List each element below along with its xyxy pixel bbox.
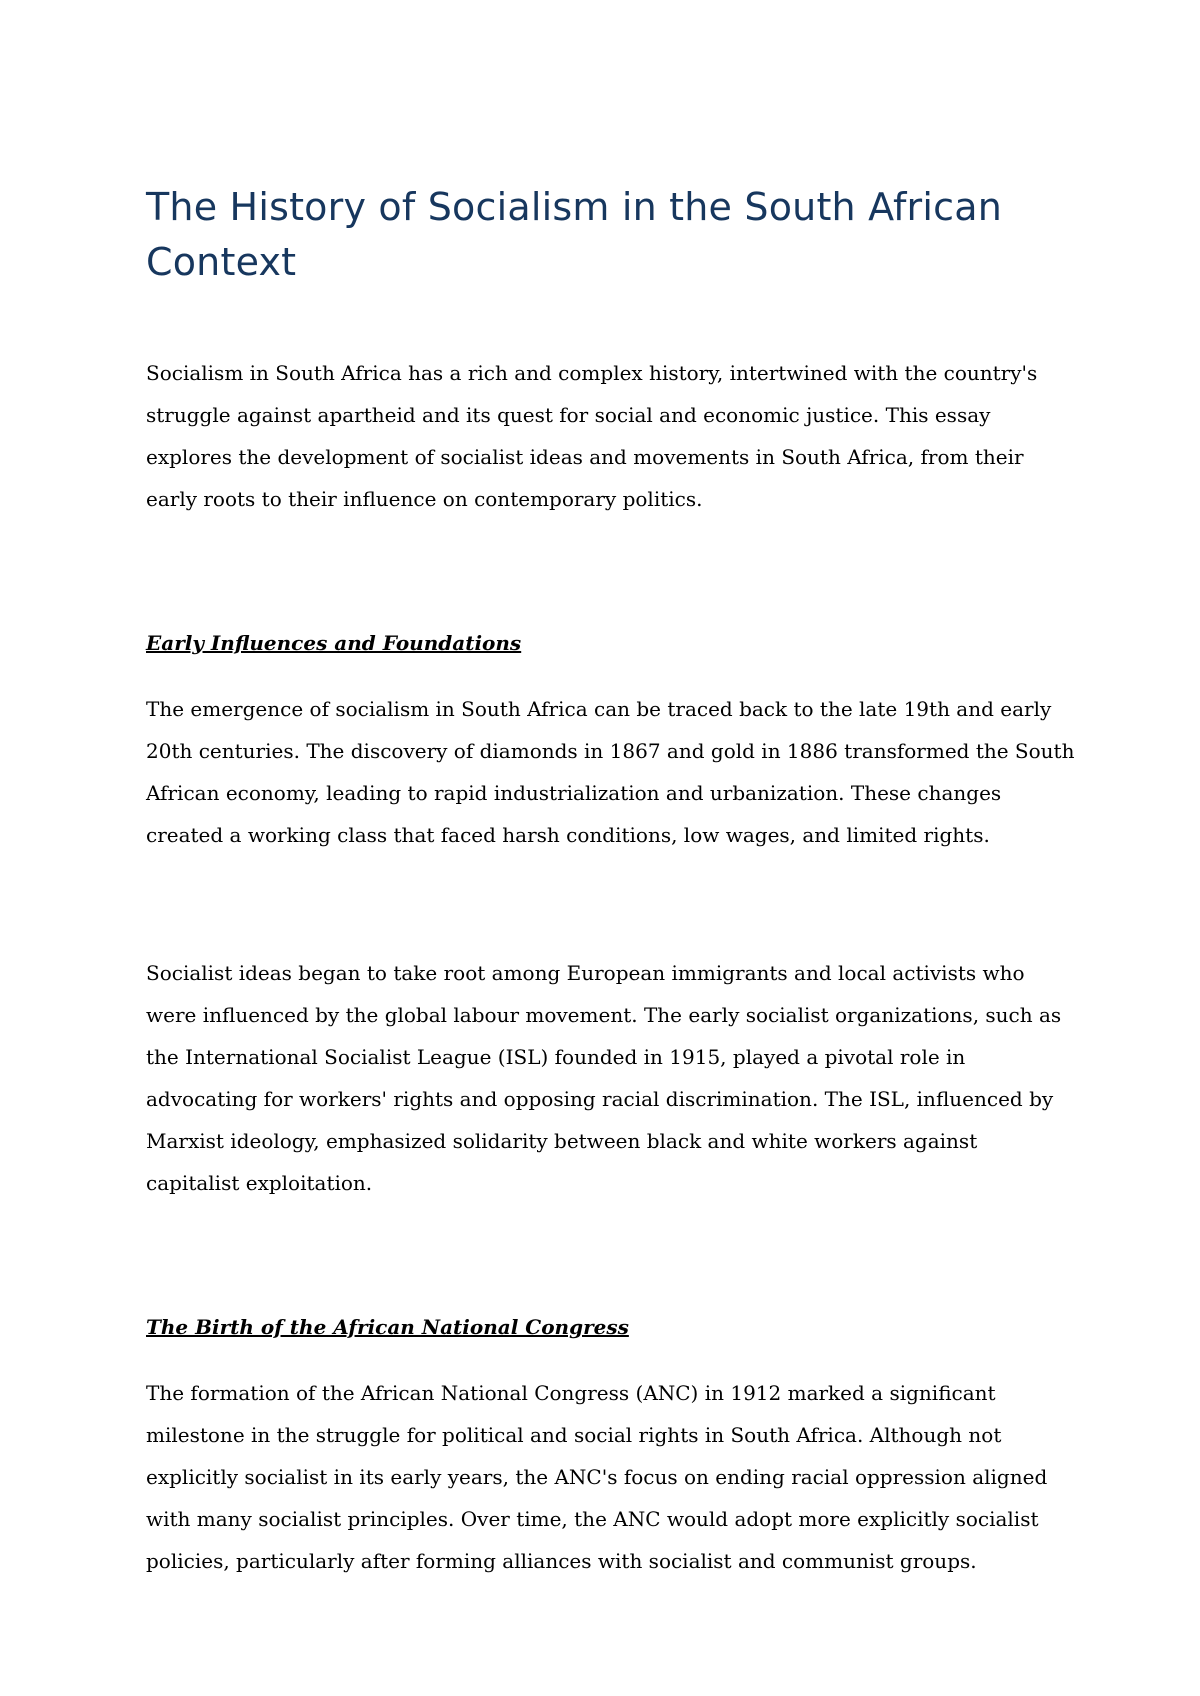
document-title: The History of Socialism in the South African Context xyxy=(146,185,1002,284)
section-heading-early-influences: Early Influences and Foundations xyxy=(146,631,522,655)
intro-paragraph: Socialism in South Africa has a rich and complex history, intertwined with the country's struggle against apartheid and its quest for social and economic justice. This essay explores the development of socialist ideas and movements in South Africa, from their early roots to their influence on contemporary politics. xyxy=(146,361,1038,511)
section-heading-anc-birth: The Birth of the African National Congress xyxy=(146,1315,629,1339)
paragraph-early-influences-2: Socialist ideas began to take root among European immigrants and local activists who were influenced by the global labour movement. The early socialist organizations, such as the International Socialist League (ISL) founded in 1915, played a pivotal role in advocating for workers' rights and opposing racial discrimination. The ISL, influenced by Marxist ideology, emphasized solidarity between black and white workers against capitalist exploitation. xyxy=(146,961,1062,1195)
paragraph-anc-birth-1: The formation of the African National Congress (ANC) in 1912 marked a significant milestone in the struggle for political and social rights in South Africa. Although not explicitly socialist in its early years, the ANC's focus on ending racial oppression aligned with many socialist principles. Over time, the ANC would adopt more explicitly socialist policies, particularly after forming alliances with socialist and communist groups. xyxy=(146,1381,1048,1573)
document-body xyxy=(146,180,1076,1582)
paragraph-early-influences-1: The emergence of socialism in South Africa can be traced back to the late 19th and early 20th centuries. The discovery of diamonds in 1867 and gold in 1886 transformed the South African economy, leading to rapid industrialization and urbanization. These changes created a working class that faced harsh conditions, low wages, and limited rights. xyxy=(146,697,1075,847)
